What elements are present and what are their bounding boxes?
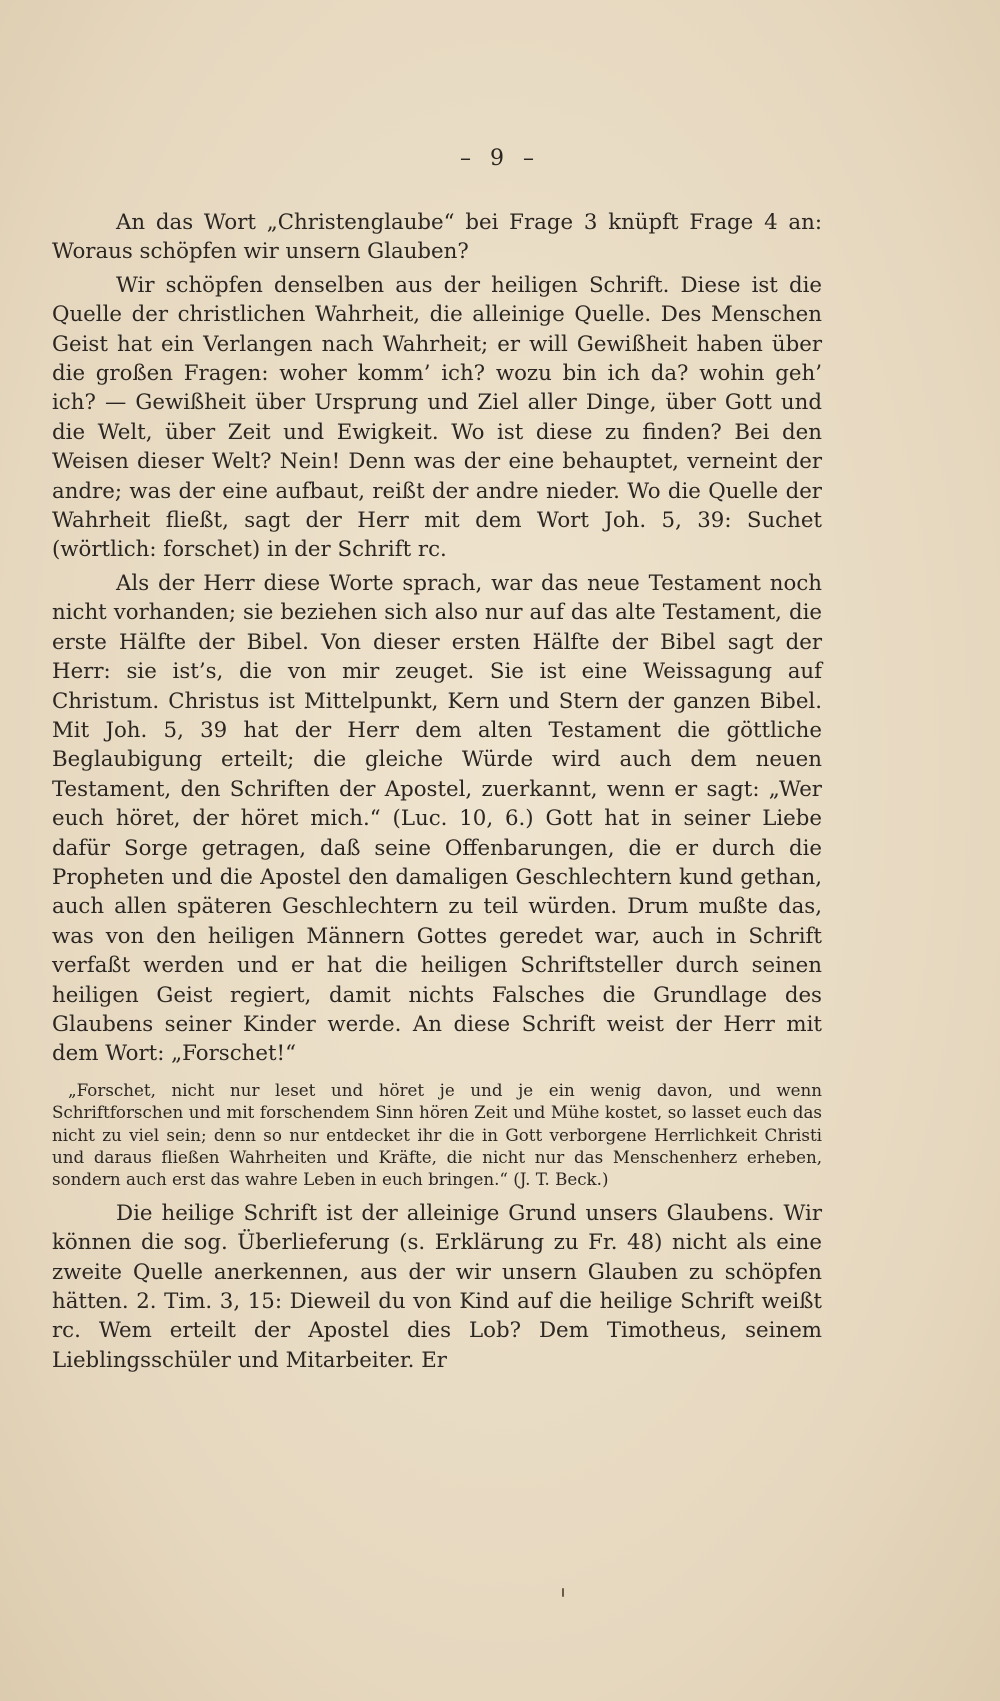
- beck-quote: „Forschet, nicht nur leset und höret je und je ein wenig davon, und wenn Schriftforschen und mit forschendem Sinn hören Zeit und Mühe kostet, so lasset euch das nicht zu viel sein; denn so nur entdecket ihr die in Gott verborgene Herrlichkeit Christi und daraus fließen Wahrheiten und Kräfte, die nicht nur das Menschenherz erheben, sondern auch erst das wahre Leben in euch bringen.“ (J. T. Beck.): [52, 1079, 822, 1190]
- body-text: [52, 208, 822, 1375]
- paragraph-heilige-schrift: Wir schöpfen denselben aus der heiligen Schrift. Diese ist die Quelle der christlichen Wahrheit, die alleinige Quelle. Des Menschen Geist hat ein Verlangen nach Wahrheit; er will Gewißheit haben über die großen Fragen: woher komm’ ich? wozu bin ich da? wohin geh’ ich? — Gewißheit über Ursprung und Ziel aller Dinge, über Gott und die Welt, über Zeit und Ewigkeit. Wo ist diese zu finden? Bei den Weisen dieser Welt? Nein! Denn was der eine behauptet, verneint der andre; was der eine aufbaut, reißt der andre nieder. Wo die Quelle der Wahrheit fließt, sagt der Herr mit dem Wort Joh. 5, 39: Suchet (wörtlich: forschet) in der Schrift rc.: [52, 272, 822, 563]
- page-number: – 9 –: [460, 146, 540, 171]
- paper-speck: [562, 1588, 564, 1597]
- paragraph-alleiniger-grund: Die heilige Schrift ist der alleinige Grund unsers Glaubens. Wir können die sog. Überlieferung (s. Erklärung zu Fr. 48) nicht als eine zweite Quelle anerkennen, aus der wir unsern Glauben zu schöpfen hätten. 2. Tim. 3, 15: Dieweil du von Kind auf die heilige Schrift weißt rc. Wem erteilt der Apostel dies Lob? Dem Timotheus, seinem Lieblingsschüler und Mitarbeiter. Er: [52, 1200, 822, 1373]
- paragraph-frage-4: An das Wort „Christenglaube“ bei Frage 3 knüpft Frage 4 an: Woraus schöpfen wir unsern Glauben?: [52, 210, 822, 265]
- paragraph-testament: Als der Herr diese Worte sprach, war das neue Testament noch nicht vorhanden; sie beziehen sich also nur auf das alte Testament, die erste Hälfte der Bibel. Von dieser ersten Hälfte der Bibel sagt der Herr: sie ist’s, die von mir zeuget. Sie ist eine Weissagung auf Christum. Christus ist Mittelpunkt, Kern und Stern der ganzen Bibel. Mit Joh. 5, 39 hat der Herr dem alten Testament die göttliche Beglaubigung erteilt; die gleiche Würde wird auch dem neuen Testament, den Schriften der Apostel, zuerkannt, wenn er sagt: „Wer euch höret, der höret mich.“ (Luc. 10, 6.) Gott hat in seiner Liebe dafür Sorge getragen, daß seine Offenbarungen, die er durch die Propheten und die Apostel den damaligen Geschlechtern kund gethan, auch allen späteren Geschlechtern zu teil würden. Drum mußte das, was von den heiligen Männern Gottes geredet war, auch in Schrift verfaßt werden und er hat die heiligen Schriftsteller durch seinen heiligen Geist regiert, damit nichts Falsches die Grundlage des Glaubens seiner Kinder werde. An diese Schrift weist der Herr mit dem Wort: „Forschet!“: [52, 570, 822, 1067]
